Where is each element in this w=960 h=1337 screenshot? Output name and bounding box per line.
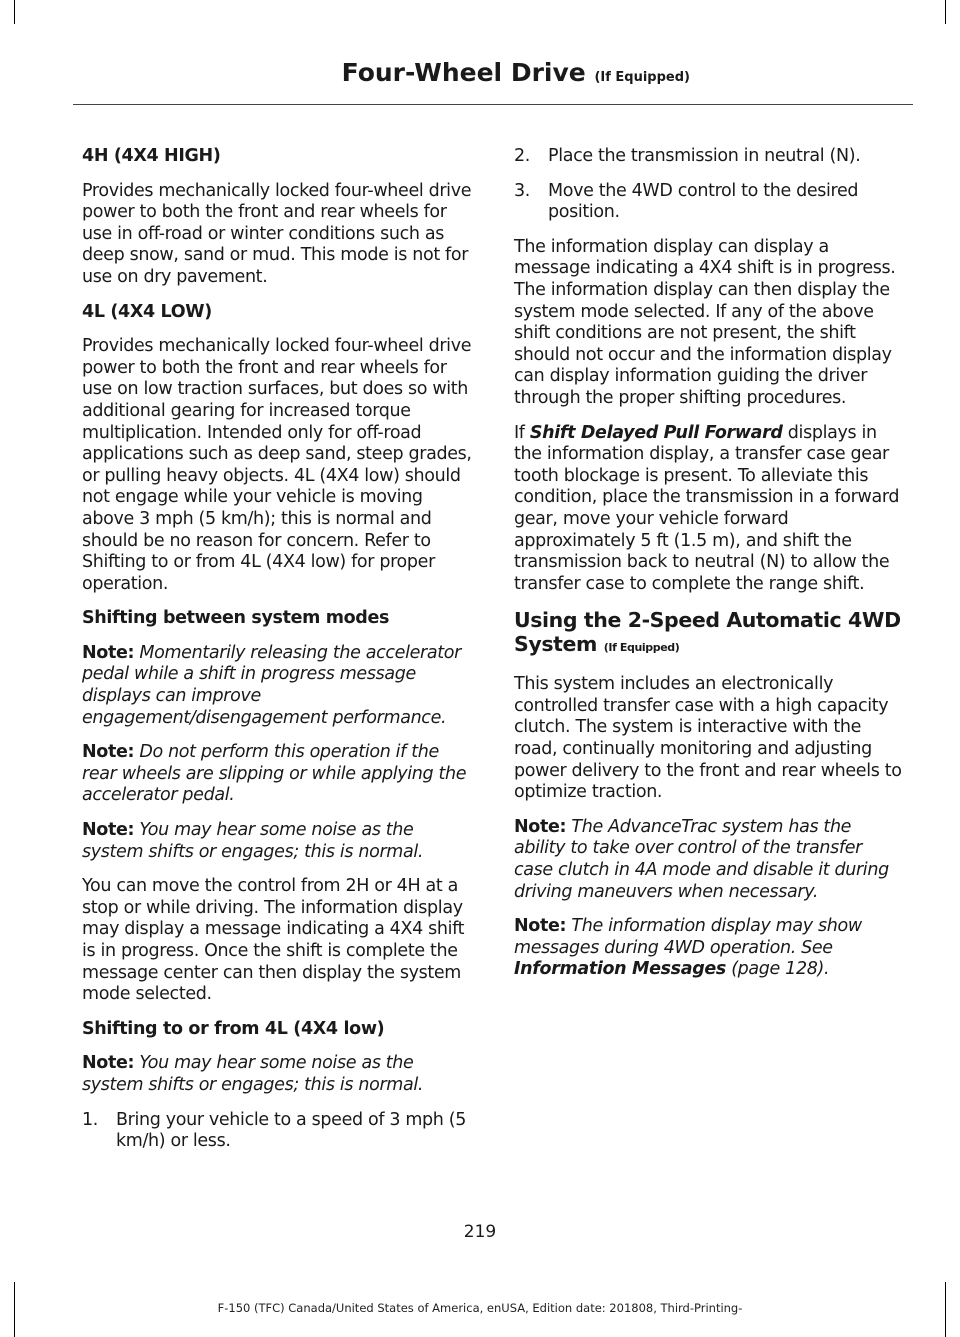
footer-edition: F-150 (TFC) Canada/United States of America, enUSA, Edition date: 201808, Third-Printing- (217, 1301, 743, 1315)
note-label: Note: (82, 820, 135, 841)
paragraph-shift-delayed (514, 423, 906, 596)
header-divider (73, 104, 913, 105)
paragraph-4l: Provides mechanically locked four-wheel drive power to both the front and rear wheels for use on low traction surfaces, but does so with additional gearing for increased torque multiplication. Intended only for off-road applications such as deep sand, steep grades, or pulling heavy objects. 4L (4X4 low) should not engage while your vehicle is moving above 3 mph (5 km/h); this is normal and should be no reason for concern. Refer to Shifting to or from 4L (4X4 low) for proper operation. (82, 336, 472, 594)
crop-mark-top-left (14, 0, 15, 24)
paragraph-rest: displays in the information display, a transfer case gear tooth blockage is present. To alleviate this condition, place the transmission in a forward gear, move your vehicle forward approximately 5 ft (1.5 m), and shift the transmission back to neutral (N) to allow the transfer case to complete the range shift. (514, 422, 900, 594)
section-title-text: Using the 2-Speed Automatic 4WD System (514, 608, 901, 657)
step-1 (82, 1110, 474, 1153)
note-3 (82, 820, 474, 863)
note-text: The AdvanceTrac system has the ability to take over control of the transfer case clutch in 4A mode and disable it during driving maneuvers when necessary. (514, 816, 889, 902)
note-label: Note: (82, 1053, 135, 1074)
note-text: You may hear some noise as the system shifts or engages; this is normal. (82, 1053, 424, 1095)
note-label: Note: (514, 816, 567, 837)
note-label: Note: (514, 916, 567, 937)
note-6 (514, 916, 906, 981)
paragraph-move-control: You can move the control from 2H or 4H at a stop or while driving. The information display may display a message indicating a 4X4 shift is in progress. Once the shift is complete the message center can then display the system mode selected. (82, 876, 465, 1005)
note-text: The information display may show messages during 4WD operation. See (514, 916, 862, 958)
note-text: Momentarily releasing the accelerator pedal while a shift in progress message displays can improve engagement/disengagement performance. (82, 642, 461, 728)
right-column (514, 146, 906, 994)
page-header (342, 58, 690, 87)
page-reference: (page 128). (731, 959, 830, 980)
section-title-suffix: (If Equipped) (603, 641, 680, 655)
paragraph-4h: Provides mechanically locked four-wheel drive power to both the front and rear wheels for use in off-road or winter conditions such as deep snow, sand or mud. This mode is not for use on dry pavement. (82, 180, 472, 287)
note-label: Note: (82, 642, 135, 663)
note-1 (82, 643, 474, 729)
left-column (82, 146, 474, 1166)
note-5 (514, 817, 906, 903)
step-text: Bring your vehicle to a speed of 3 mph (5 km/h) or less. (116, 1109, 467, 1152)
header-suffix: (If Equipped) (594, 70, 690, 85)
note-label: Note: (82, 742, 135, 763)
note-text: You may hear some noise as the system shifts or engages; this is normal. (82, 820, 424, 862)
step-2 (514, 146, 906, 168)
step-3 (514, 181, 906, 224)
header-title: Four-Wheel Drive (341, 58, 586, 87)
note-4 (82, 1053, 474, 1096)
crop-mark-top-right (945, 0, 946, 24)
note-2 (82, 742, 474, 807)
heading-shifting-4l: Shifting to or from 4L (4X4 low) (82, 1018, 385, 1039)
step-number: 2. (514, 146, 530, 166)
paragraph-system: This system includes an electronically controlled transfer case with a high capacity clutch. The system is interactive with the road, continually monitoring and adjusting power delivery to the front and rear wheels to optimize traction. (514, 674, 902, 803)
heading-4l: 4L (4X4 LOW) (82, 301, 212, 322)
step-number: 3. (514, 180, 530, 201)
paragraph-information-display: The information display can display a message indicating a 4X4 shift is in progress. The information display can then display the system mode selected. If any of the above shift conditions are not present, the shift should not occur and the information display can display information guiding the driver through the proper shifting procedures. (514, 236, 896, 408)
message-name: Shift Delayed Pull Forward (529, 422, 783, 443)
paragraph-prefix: If (514, 422, 525, 443)
note-text: Do not perform this operation if the rear wheels are slipping or while applying the accelerator pedal. (82, 742, 467, 806)
section-title (514, 608, 906, 660)
page-number: 219 (463, 1222, 497, 1242)
heading-shifting-modes: Shifting between system modes (82, 608, 390, 629)
cross-reference-link[interactable]: Information Messages (514, 959, 726, 980)
step-number: 1. (82, 1109, 98, 1130)
heading-4h: 4H (4X4 HIGH) (82, 146, 221, 166)
step-text: Move the 4WD control to the desired position. (548, 180, 859, 223)
step-text: Place the transmission in neutral (N). (548, 146, 861, 166)
